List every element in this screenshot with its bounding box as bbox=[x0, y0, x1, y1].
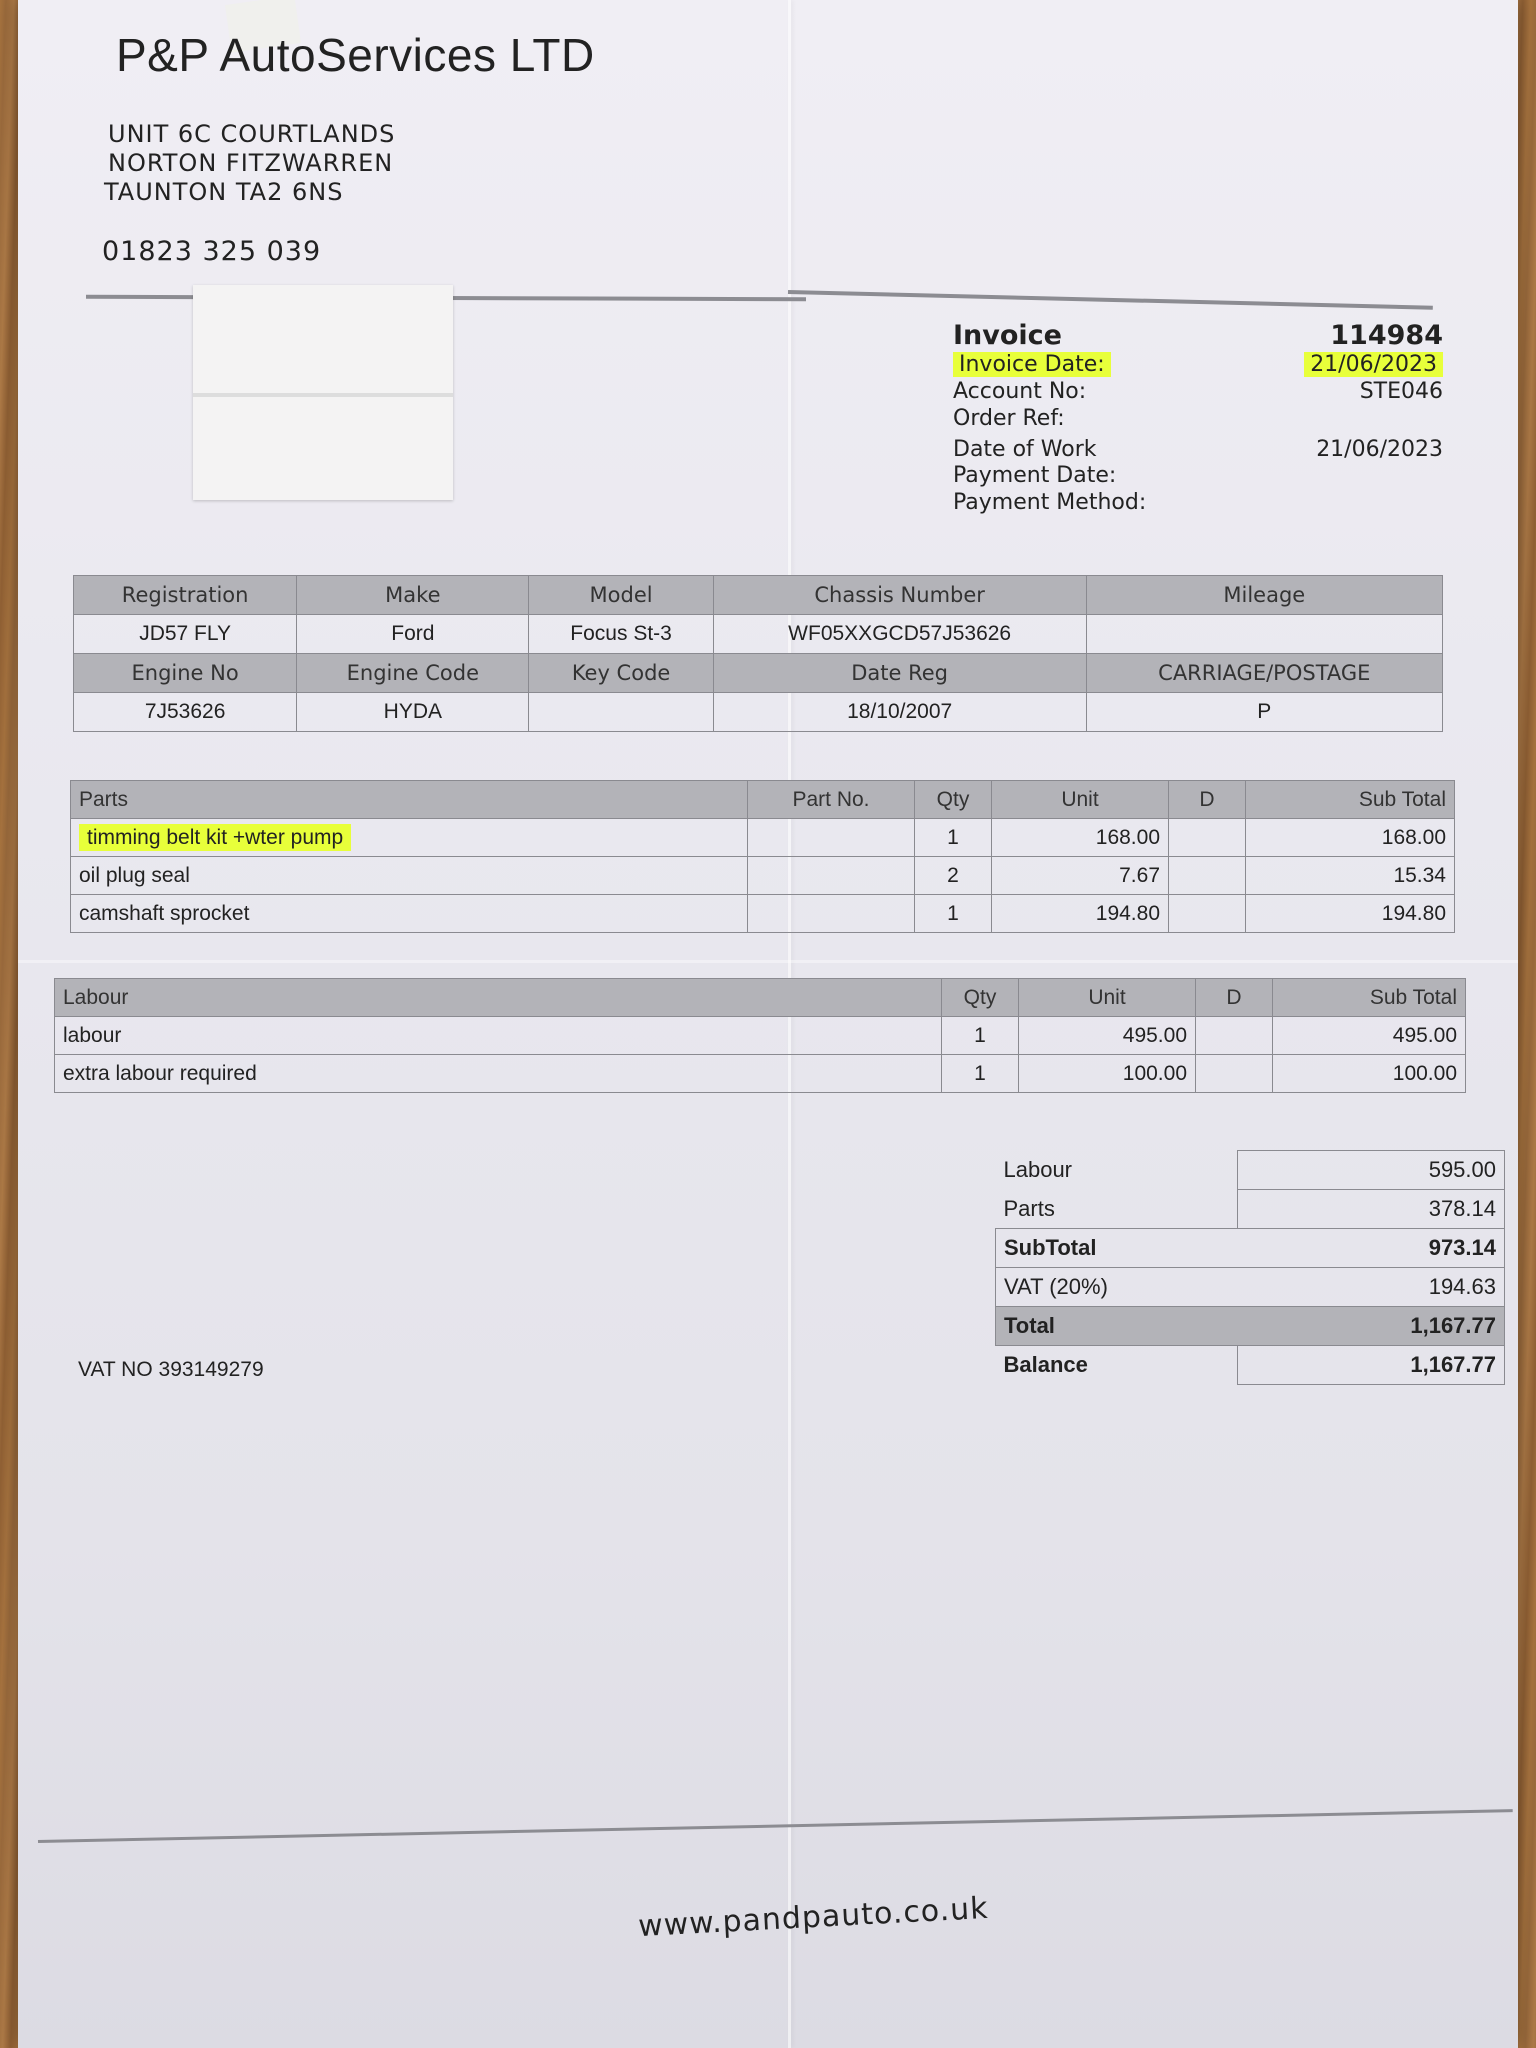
vehicle-header: Date Reg bbox=[713, 654, 1086, 693]
vat-number: VAT NO 393149279 bbox=[78, 1358, 264, 1381]
redaction-paper bbox=[193, 285, 453, 500]
address-line: UNIT 6C COURTLANDS bbox=[108, 120, 396, 148]
invoice-field bbox=[943, 379, 1443, 406]
labour-header: Qty bbox=[942, 979, 1019, 1017]
vehicle-header: Mileage bbox=[1086, 576, 1442, 615]
part-subtotal: 168.00 bbox=[1246, 819, 1455, 857]
table-row bbox=[71, 895, 1455, 933]
total-label: Total bbox=[996, 1307, 1238, 1346]
parts-header: Parts bbox=[71, 781, 748, 819]
vehicle-header: Key Code bbox=[529, 654, 713, 693]
labour-header: D bbox=[1196, 979, 1273, 1017]
parts-header: Sub Total bbox=[1246, 781, 1455, 819]
part-description bbox=[71, 819, 748, 857]
part-number bbox=[748, 819, 915, 857]
website-url: www.pandpauto.co.uk bbox=[637, 1890, 990, 1945]
parts-total-label: Parts bbox=[1003, 1195, 1055, 1221]
table-row bbox=[55, 1017, 1466, 1055]
labour-total-label: Labour bbox=[1003, 1157, 1073, 1182]
labour-table bbox=[54, 978, 1466, 1093]
parts-header: D bbox=[1169, 781, 1246, 819]
part-discount bbox=[1169, 895, 1246, 933]
date-of-work-label: Date of Work bbox=[953, 437, 1097, 462]
labour-discount bbox=[1196, 1017, 1273, 1055]
payment-date-label: Payment Date: bbox=[953, 463, 1117, 488]
vehicle-header: Registration bbox=[74, 576, 297, 615]
labour-qty: 1 bbox=[942, 1017, 1019, 1055]
part-subtotal: 194.80 bbox=[1246, 895, 1455, 933]
parts-header: Unit bbox=[992, 781, 1169, 819]
parts-table bbox=[70, 780, 1455, 933]
labour-description: extra labour required bbox=[55, 1055, 942, 1093]
table-row bbox=[55, 1055, 1466, 1093]
vehicle-header: Chassis Number bbox=[713, 576, 1086, 615]
part-number bbox=[748, 895, 915, 933]
labour-description: labour bbox=[55, 1017, 942, 1055]
part-qty: 2 bbox=[915, 857, 992, 895]
part-number bbox=[748, 857, 915, 895]
registration-value: JD57 FLY bbox=[74, 615, 297, 654]
totals-table bbox=[995, 1150, 1505, 1385]
invoice-info bbox=[943, 320, 1443, 517]
part-qty: 1 bbox=[915, 819, 992, 857]
make-value: Ford bbox=[297, 615, 529, 654]
vehicle-header: CARRIAGE/POSTAGE bbox=[1086, 654, 1442, 693]
engine-code-value: HYDA bbox=[297, 693, 529, 732]
balance-value: 1,167.77 bbox=[1237, 1346, 1505, 1385]
part-unit: 7.67 bbox=[992, 857, 1169, 895]
vehicle-header: Make bbox=[297, 576, 529, 615]
labour-total-value: 595.00 bbox=[1237, 1151, 1505, 1190]
subtotal-label: SubTotal bbox=[996, 1229, 1238, 1268]
model-value: Focus St-3 bbox=[529, 615, 713, 654]
invoice-field bbox=[943, 406, 1443, 433]
subtotal-value: 973.14 bbox=[1237, 1229, 1505, 1268]
account-no-label: Account No: bbox=[953, 379, 1087, 404]
paper-fold bbox=[18, 960, 1518, 963]
total-value: 1,167.77 bbox=[1237, 1307, 1505, 1346]
labour-unit: 100.00 bbox=[1019, 1055, 1196, 1093]
labour-qty: 1 bbox=[942, 1055, 1019, 1093]
engine-no-value: 7J53626 bbox=[74, 693, 297, 732]
labour-unit: 495.00 bbox=[1019, 1017, 1196, 1055]
divider bbox=[788, 290, 1433, 310]
vat-label: VAT (20%) bbox=[996, 1268, 1238, 1307]
vehicle-header: Engine Code bbox=[297, 654, 529, 693]
invoice-title: Invoice bbox=[953, 320, 1062, 351]
labour-discount bbox=[1196, 1055, 1273, 1093]
invoice-number: 114984 bbox=[1330, 320, 1443, 351]
date-of-work-value: 21/06/2023 bbox=[1316, 437, 1443, 462]
phone-number: 01823 325 039 bbox=[102, 236, 322, 267]
labour-header: Sub Total bbox=[1273, 979, 1466, 1017]
invoice-field bbox=[943, 490, 1443, 517]
vehicle-table bbox=[73, 575, 1443, 732]
balance-label: Balance bbox=[1003, 1352, 1088, 1378]
invoice-paper bbox=[18, 0, 1518, 2048]
part-discount bbox=[1169, 857, 1246, 895]
invoice-date-value: 21/06/2023 bbox=[1304, 352, 1443, 377]
part-unit: 168.00 bbox=[992, 819, 1169, 857]
labour-subtotal: 100.00 bbox=[1273, 1055, 1466, 1093]
part-discount bbox=[1169, 819, 1246, 857]
table-row bbox=[71, 819, 1455, 857]
part-description-text: timming belt kit +wter pump bbox=[79, 824, 351, 851]
order-ref-label: Order Ref: bbox=[953, 406, 1065, 431]
labour-subtotal: 495.00 bbox=[1273, 1017, 1466, 1055]
parts-total-value: 378.14 bbox=[1237, 1190, 1505, 1229]
part-description: camshaft sprocket bbox=[71, 895, 748, 933]
invoice-date-label: Invoice Date: bbox=[953, 352, 1111, 377]
parts-header: Qty bbox=[915, 781, 992, 819]
key-code-value bbox=[529, 693, 713, 732]
chassis-number-value: WF05XXGCD57J53626 bbox=[713, 615, 1086, 654]
table-row bbox=[71, 857, 1455, 895]
address-line: NORTON FITZWARREN bbox=[108, 149, 394, 177]
address-line: TAUNTON TA2 6NS bbox=[104, 178, 344, 206]
divider bbox=[38, 1809, 1513, 1843]
part-qty: 1 bbox=[915, 895, 992, 933]
part-subtotal: 15.34 bbox=[1246, 857, 1455, 895]
mileage-value bbox=[1086, 615, 1442, 654]
date-reg-value: 18/10/2007 bbox=[713, 693, 1086, 732]
labour-header: Labour bbox=[55, 979, 942, 1017]
part-description: oil plug seal bbox=[71, 857, 748, 895]
labour-header: Unit bbox=[1019, 979, 1196, 1017]
invoice-field bbox=[943, 463, 1443, 490]
company-name: P&P AutoServices LTD bbox=[116, 29, 595, 81]
carriage-value: P bbox=[1086, 693, 1442, 732]
invoice-title-row bbox=[943, 320, 1443, 352]
part-unit: 194.80 bbox=[992, 895, 1169, 933]
account-no-value: STE046 bbox=[1359, 379, 1443, 404]
vehicle-header: Model bbox=[529, 576, 713, 615]
payment-method-label: Payment Method: bbox=[953, 490, 1147, 515]
invoice-field bbox=[943, 352, 1443, 379]
vehicle-header: Engine No bbox=[74, 654, 297, 693]
parts-header: Part No. bbox=[748, 781, 915, 819]
vat-value: 194.63 bbox=[1237, 1268, 1505, 1307]
